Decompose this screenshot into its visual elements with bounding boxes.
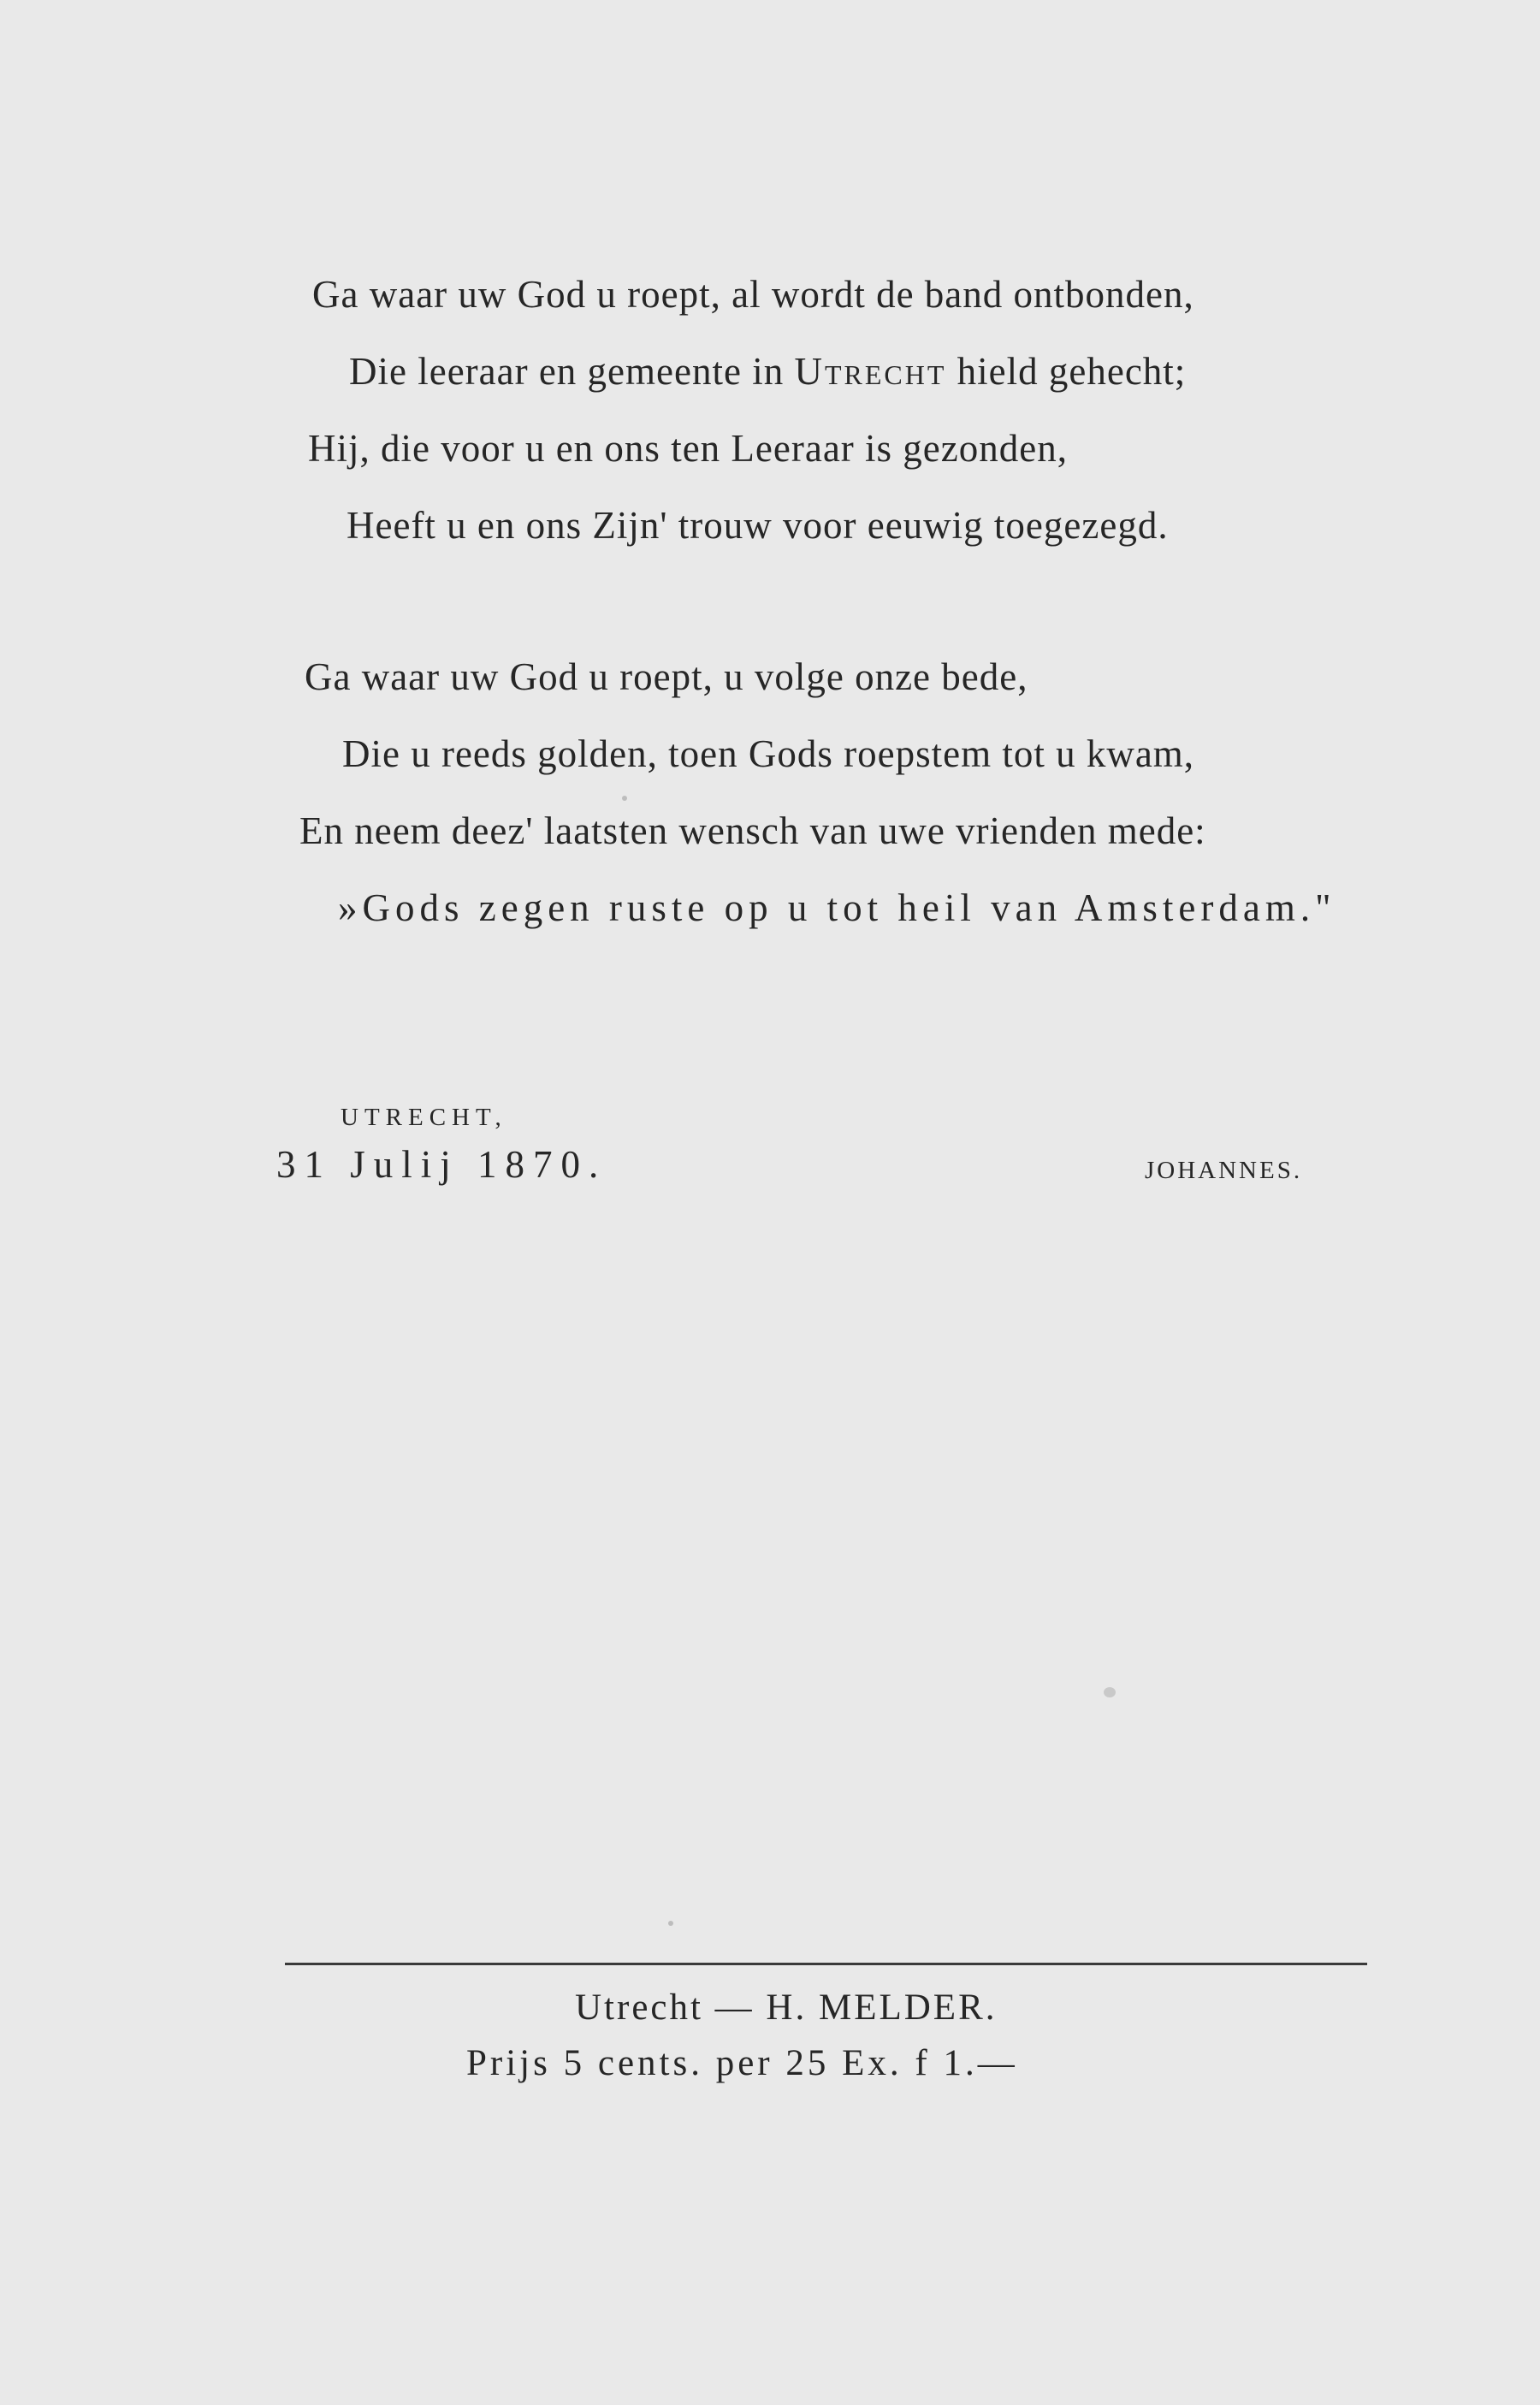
stanza-1-line-2-end: hield gehecht; (946, 350, 1187, 393)
stanza-2-line-1: Ga waar uw God u roept, u volge onze bede, (305, 655, 1028, 698)
signature-place: UTRECHT, (341, 1104, 507, 1131)
imprint-price-line: Prijs 5 cents. per 25 Ex. f 1.— (466, 2043, 1018, 2083)
stanza-1-line-2-start: Die leeraar en gemeente in (349, 350, 795, 393)
stanza-2-line-4: »Gods zegen ruste op u tot heil van Amsterdam." (338, 886, 1336, 929)
stanza-1-line-2-place: Utrecht (794, 350, 947, 393)
stanza-2-line-3: En neem deez' laatsten wensch van uwe vrienden mede: (299, 809, 1206, 852)
stanza-2-line-2: Die u reeds golden, toen Gods roepstem tot u kwam, (342, 732, 1195, 775)
stanza-1-line-2 (349, 349, 1186, 394)
paper-speck (622, 796, 627, 801)
signature-date: 31 Julij 1870. (276, 1143, 607, 1186)
imprint-publisher-line: Utrecht — H. MELDER. (575, 1987, 998, 2028)
signature-author: JOHANNES. (1145, 1157, 1303, 1184)
stanza-1-line-3: Hij, die voor u en ons ten Leeraar is gezonden, (308, 427, 1068, 470)
paper-speck (1104, 1687, 1116, 1697)
stanza-1-line-1: Ga waar uw God u roept, al wordt de band ontbonden, (312, 273, 1194, 316)
paper-speck (668, 1921, 673, 1926)
stanza-1-line-4: Heeft u en ons Zijn' trouw voor eeuwig toegezegd. (346, 504, 1169, 547)
imprint-rule (285, 1963, 1367, 1965)
